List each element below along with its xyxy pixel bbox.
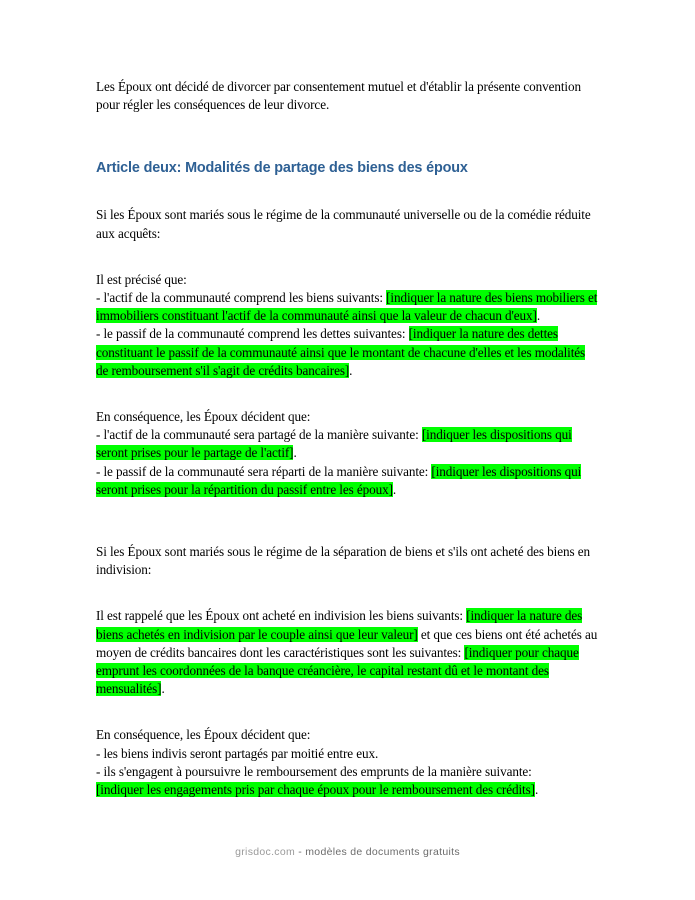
partage-actif-tail-text: . (293, 445, 297, 461)
intro-paragraph (96, 78, 600, 114)
indivision-paragraph (96, 607, 600, 698)
spacer-after-heading (96, 178, 600, 206)
article-heading: Article deux: Modalités de partage des biens des époux (96, 160, 468, 177)
repartition-passif-tail-text: . (392, 481, 397, 497)
footer-tagline: - modèles de documents gratuits (295, 846, 460, 858)
precise-intro-paragraph (96, 271, 600, 289)
spacer-1 (96, 243, 600, 271)
partage-actif-placeholder-highlight: [indiquer les dispositions qui seront prises pour le partage de l'actif] (96, 427, 572, 461)
indivis-tail-text: . (534, 782, 539, 798)
repartition-passif-lead-text: - le passif de la communauté sera réparti de la manière suivante: (96, 463, 432, 479)
spacer-4 (96, 579, 600, 607)
condition-separation-text: Si les Époux sont mariés sous le régime de la séparation de biens et s'ils ont acheté des biens en indivision: (96, 544, 590, 578)
spacer-2 (96, 380, 600, 408)
indivision-middle-text: et que ces biens ont été achetés au moyen de crédits bancaires dont les caractéristiques sont les suivantes: (96, 626, 598, 660)
consequence-intro-2-paragraph (96, 726, 600, 744)
indivision-placeholder-highlight-2: [indiquer pour chaque emprunt les coordonnées de la banque créancière, le capital restant dû et le montant des mensualités] (96, 644, 579, 697)
indivis-item-2-text: - ils s'engagent à poursuivre le remboursement des emprunts de la manière suivante: (96, 763, 532, 779)
actif-placeholder-highlight: [indiquer la nature des biens mobiliers et immobiliers constituant l'actif de la communauté ainsi que la valeur de chacun d'eux] (96, 290, 598, 324)
footer-site-name: grisdoc.com (235, 846, 296, 858)
consequence-intro-1-text: En conséquence, les Époux décident que: (96, 409, 311, 425)
indivis-item-1 (96, 745, 600, 763)
consequence-intro-1-paragraph (96, 408, 600, 426)
indivis-placeholder-highlight-3: [indiquer les engagements pris par chaque époux pour le remboursement des crédits] (96, 782, 535, 798)
actif-lead-text: - l'actif de la communauté comprend les biens suivants: (96, 290, 387, 306)
document-body (96, 78, 600, 799)
repartition-passif-item (96, 463, 600, 499)
spacer-5 (96, 698, 600, 726)
partage-actif-item (96, 426, 600, 462)
condition-separation-paragraph (96, 543, 600, 579)
indivision-placeholder-highlight-1: [indiquer la nature des biens achetés en indivision par le couple ainsi que leur valeur] (96, 608, 583, 642)
indivis-item-2 (96, 763, 600, 781)
condition-communaute-text: Si les Époux sont mariés sous le régime de la communauté universelle ou de la comédie réduite aux acquêts: (96, 207, 591, 241)
indivis-item-3 (96, 781, 600, 799)
repartition-passif-placeholder-highlight: [indiquer les dispositions qui seront prises pour la répartition du passif entre les époux] (96, 463, 582, 497)
indivis-item-1-text: - les biens indivis seront partagés par moitié entre eux. (96, 745, 379, 761)
partage-actif-lead-text: - l'actif de la communauté sera partagé de la manière suivante: (96, 427, 422, 443)
spacer-3 (96, 499, 600, 543)
precise-intro-text: Il est précisé que: (96, 271, 187, 287)
actif-tail-text: . (536, 308, 541, 324)
passif-lead-text: - le passif de la communauté comprend les dettes suivantes: (96, 326, 409, 342)
passif-item (96, 325, 600, 380)
condition-communaute-paragraph (96, 206, 600, 242)
consequence-intro-2-text: En conséquence, les Époux décident que: (96, 727, 311, 743)
indivision-lead-text: Il est rappelé que les Époux ont acheté en indivision les biens suivants: (96, 608, 467, 624)
passif-tail-text: . (349, 362, 353, 378)
intro-text: Les Époux ont décidé de divorcer par consentement mutuel et d'établir la présente convention pour régler les conséquences de leur divorce. (96, 79, 581, 113)
actif-item (96, 289, 600, 325)
page-footer (0, 846, 695, 858)
indivision-tail-text: . (161, 681, 165, 697)
passif-placeholder-highlight: [indiquer la nature des dettes constituant le passif de la communauté ainsi que le montant de chacune d'elles et les modalités de remboursement s'il s'agit de crédits bancaires] (96, 326, 586, 378)
spacer-before-heading (96, 114, 600, 158)
